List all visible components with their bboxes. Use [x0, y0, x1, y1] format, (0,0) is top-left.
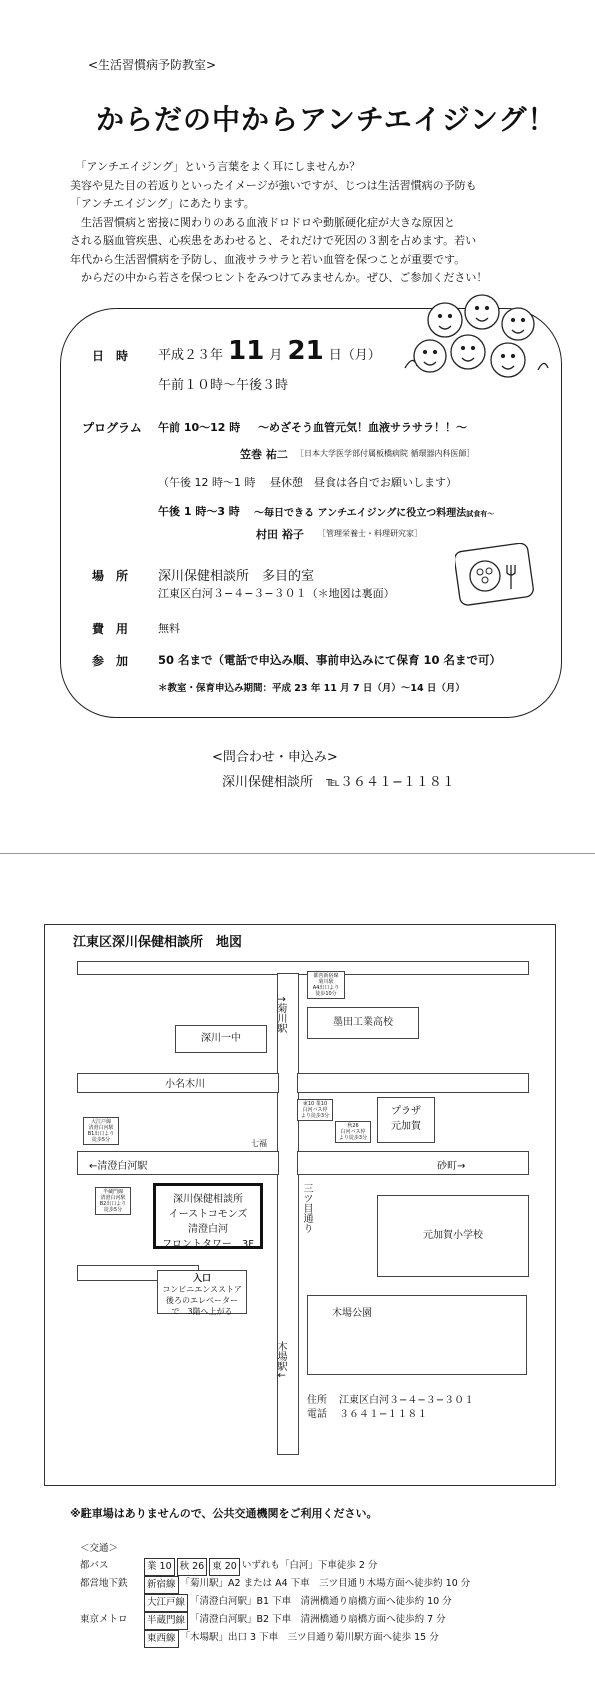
food-plate-icon [455, 543, 535, 607]
date-day-unit: 日（月） [328, 348, 381, 363]
lunch-break: （午後 12 時〜1 時 昼休憩 昼食は各自でお願いします） [158, 476, 457, 489]
road [77, 961, 529, 975]
sumida-kogyo: 墨田工業高校 [307, 1007, 419, 1039]
program2-title-text: 〜毎日できる アンチエイジングに役立つ料理法 [254, 508, 467, 519]
date-month-unit: 月 [269, 348, 283, 363]
intro-line: 生活習慣病と密接に関わりのある血液ドロドロや動脈硬化症が大きな原因と [70, 215, 455, 229]
program-label: プログラム [82, 421, 142, 435]
contact-line: 深川保健相談所 ℡３６４１−１１８１ [222, 775, 455, 790]
note-bus-1: 東10 業10 白河バス停 より徒歩3分 [297, 1099, 333, 1121]
place-label: 場所 [92, 569, 141, 583]
label-kiyosumi-station: ←清澄白河駅 [89, 1161, 148, 1172]
program1-speaker: 笠巻 祐二 [240, 448, 288, 461]
map-tel: ３６４１−１１８１ [339, 1409, 428, 1420]
date-day: 21 [287, 336, 324, 366]
program2-title [254, 504, 494, 519]
access-mode: 東京メトロ [80, 1614, 128, 1625]
map [44, 924, 556, 1486]
access-text: 「清澄白河駅」B2 下車 清洲橋通り扇橋方面へ徒歩約 7 分 [190, 1614, 446, 1625]
route-tag: 新宿線 [144, 1576, 179, 1594]
clinic-building: 深川保健相談所 イーストコモンズ 清澄白河 フロントタワー 3F [153, 1183, 263, 1249]
access-row [80, 1594, 560, 1612]
route-tag: 秋 26 [177, 1558, 208, 1576]
route-tag: 業 10 [144, 1558, 175, 1576]
intro-line: 年代から生活習慣病を予防し、血液サラサラと若い血管を保つことが重要です。 [70, 252, 466, 266]
access-row [80, 1576, 560, 1594]
program2-affiliation: ［管理栄養士・料理研究家］ [318, 529, 422, 538]
intro-line: される脳血管疾患、心疾患をあわせると、それだけで死因の３割を占めます。若い [70, 234, 477, 247]
intro-line: 「アンチエイジング」にあたります。 [70, 197, 255, 210]
map-address: 江東区白河３−４−３−３０１ [339, 1395, 475, 1406]
map-title: 江東区深川保健相談所 地図 [73, 935, 243, 950]
series-heading: <生活習慣病予防教室> [88, 58, 217, 72]
entrance-title: 入口 [192, 1274, 211, 1284]
program2-speaker: 村田 裕子 [256, 528, 304, 541]
date-era: 平成２３年 [158, 348, 224, 363]
access-mode [80, 1594, 144, 1612]
road-kiyosubashi [297, 1151, 529, 1175]
event-date [158, 336, 381, 366]
map-page [0, 853, 595, 1701]
access-text: いずれも「白河」下車徒歩 2 分 [241, 1560, 378, 1571]
access-text: 「清澄白河駅」B1 下車 清洲橋通り扇橋方面へ徒歩約 10 分 [190, 1596, 452, 1607]
note-kikukawa: 都営新宿線 菊川駅 A4出口より 徒歩10分 [307, 971, 345, 999]
fee-value: 無料 [158, 622, 180, 635]
map-tel-label: 電話 [307, 1409, 327, 1420]
access-mode: 都営地下鉄 [80, 1578, 128, 1589]
access-row [80, 1630, 560, 1648]
route-tag: 大江戸線 [144, 1594, 188, 1612]
fee-label: 費用 [92, 622, 141, 636]
label-mitsume-dori: 三ツ目通り [301, 1183, 312, 1233]
date-month: 11 [228, 336, 265, 366]
plaza-motokaga: プラザ 元加賀 [377, 1097, 435, 1143]
participation-value: 50 名まで（電話で申込み順、事前申込みにて保育 10 名まで可） [158, 653, 502, 667]
flyer-page [0, 0, 595, 848]
route-tag: 半蔵門線 [144, 1612, 188, 1630]
program1-affiliation: ［日本大学医学部付属板橋病院 循環器内科医師］ [296, 449, 475, 458]
access-list [80, 1558, 560, 1648]
fukagawa-ichichu: 深川一中 [175, 1025, 267, 1053]
program2-time: 午後 1 時〜3 時 [158, 505, 240, 518]
road-mitsume [277, 973, 299, 1455]
place-address: 江東区白河３−４−３−３０１（＊地図は裏面） [158, 587, 395, 600]
date-label: 日時 [92, 349, 141, 363]
access-row [80, 1558, 560, 1576]
route-tag: 東西線 [144, 1630, 179, 1648]
intro-line: 美容や見た目の若返りといったイメージが強いですが、じつは生活習慣病の予防も [70, 178, 477, 192]
access-mode [80, 1630, 144, 1648]
map-address-label: 住所 [307, 1395, 327, 1406]
access-mode: 都バス [80, 1560, 109, 1571]
program2-tasting: 試食有〜 [466, 510, 495, 518]
river-onagi [297, 1073, 529, 1093]
note-bus-2: 秋26 白河バス停 より徒歩3分 [335, 1121, 371, 1143]
note-oedo: 大江戸線 清澄白河駅 B1出口より 徒歩5分 [83, 1117, 119, 1145]
access-row [80, 1612, 560, 1630]
label-kikukawa-station: ↑菊川駅 [275, 995, 286, 1034]
note-hanzomon: 半蔵門線 清澄白河駅 B2出口より 徒歩5分 [95, 1187, 131, 1215]
access-heading: ＜交通＞ [80, 1543, 119, 1554]
program1-title: 〜めざそう血管元気！血液サラサラ！！〜 [258, 421, 467, 434]
application-period: ＊教室・保育申込み期間：平成 23 年 11 月 7 日（月）〜14 日（月） [158, 683, 465, 694]
motokaga-elementary: 元加賀小学校 [377, 1195, 529, 1277]
access-text: 「菊川駅」A2 または A4 下車 三ツ目通り木場方面へ徒歩約 10 分 [180, 1578, 471, 1589]
label-kiba-station: 木場駅↓ [275, 1341, 286, 1380]
intro-text [70, 158, 550, 288]
intro-line: からだの中から若さを保つヒントをみつけてみませんか。ぜひ、ご参加ください！ [70, 271, 488, 284]
entrance-body: コンビニエンスストア 後ろのエレベーター で 3階へ上がる [162, 1285, 242, 1316]
parking-note: ※駐車場はありませんので、公共交通機関をご利用ください。 [70, 1507, 378, 1520]
label-onagigawa: 小名木川 [165, 1079, 205, 1090]
participation-label: 参加 [92, 654, 141, 668]
contact-heading: <問合わせ・申込み> [212, 750, 338, 765]
route-tag: 東 20 [209, 1558, 240, 1576]
intro-line: 「アンチエイジング」という言葉をよく耳にしませんか？ [70, 160, 361, 173]
place-name: 深川保健相談所 多目的室 [158, 569, 315, 584]
page-title: からだの中からアンチエイジング！ [96, 103, 557, 136]
kiba-park: 木場公園 [307, 1295, 527, 1375]
access-text: 「木場駅」出口 3 下車 三ツ目通り菊川駅方面へ徒歩 15 分 [180, 1632, 439, 1643]
program1-time: 午前 10〜12 時 [158, 421, 241, 434]
label-sunamachi: 砂町→ [437, 1161, 466, 1172]
people-illustration-icon [400, 290, 550, 400]
label-shichifuku: 七福 [251, 1139, 267, 1148]
entrance-callout [157, 1270, 247, 1314]
event-time: 午前１０時〜午後３時 [158, 378, 289, 393]
